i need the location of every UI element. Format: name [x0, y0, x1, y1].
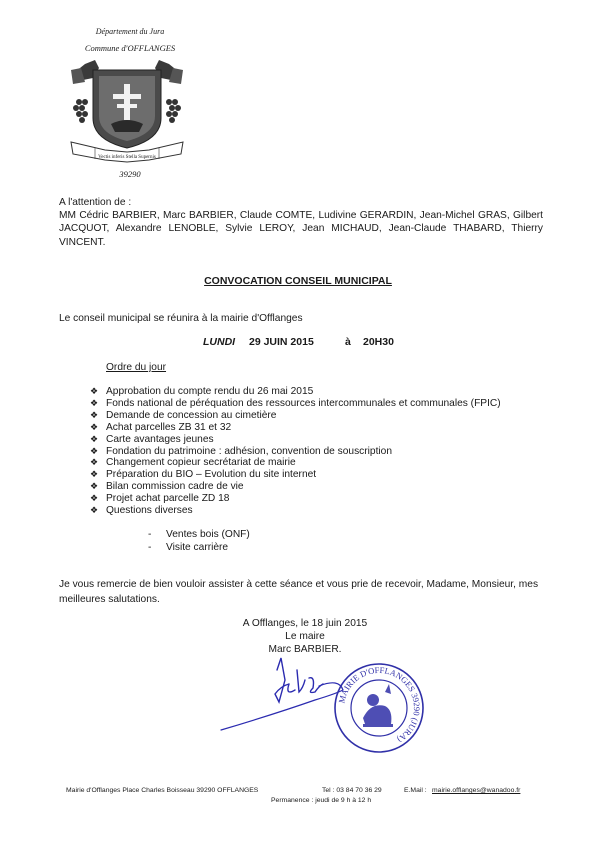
bullet-icon: ❖: [90, 386, 99, 396]
agenda-sub-item: [148, 529, 250, 542]
bullet-icon: ❖: [90, 421, 99, 432]
agenda-item: [90, 410, 501, 422]
agenda-sub-item: [148, 542, 250, 555]
official-stamp: [333, 662, 425, 754]
agenda-item: [90, 434, 501, 446]
bullet-icon: ❖: [90, 445, 99, 456]
agenda-item-text: Carte avantages jeunes: [106, 433, 214, 445]
agenda-item-text: Bilan commission cadre de vie: [106, 481, 244, 493]
bullet-icon: ❖: [90, 505, 99, 516]
meeting-date-value: 29 JUIN 2015: [249, 336, 314, 348]
commune-header: Commune d'OFFLANGES: [84, 43, 176, 53]
svg-text:Vectis inferis Stella Supernis: Vectis inferis Stella Supernis: [98, 155, 156, 160]
agenda-item: [90, 398, 501, 410]
footer-address: Mairie d'Offlanges Place Charles Boisseau 39290 OFFLANGES: [66, 787, 259, 794]
agenda-item-text: Achat parcelles ZB 31 et 32: [106, 421, 232, 433]
footer-email-label: E.Mail :: [404, 787, 427, 794]
closing-text: Je vous remercie de bien vouloir assister à cette séance et vous prie de recevoir, Madame, Monsieur, mes meilleures salutations.: [59, 579, 539, 605]
bullet-icon: ❖: [90, 469, 99, 480]
agenda-item: [90, 505, 501, 517]
bullet-icon: ❖: [90, 433, 99, 444]
footer-hours: Permanence : jeudi de 9 h à 12 h: [271, 797, 372, 804]
agenda-item-text: Fonds national de péréquation des ressources intercommunales et communales (FPIC): [106, 397, 501, 409]
footer-email-link[interactable]: mairie.offlanges@wanadoo.fr: [432, 787, 521, 794]
postal-code: 39290: [119, 169, 141, 179]
agenda-item-text: Questions diverses: [106, 505, 193, 517]
agenda-sub-list: [148, 529, 250, 554]
agenda-item: [90, 481, 501, 493]
agenda-sub-item-text: Visite carrière: [166, 541, 229, 553]
meeting-at: à: [345, 336, 351, 348]
bullet-icon: ❖: [90, 409, 99, 420]
agenda-item: [90, 386, 501, 398]
agenda-item: [90, 493, 501, 505]
meeting-time: 20H30: [363, 336, 394, 348]
agenda-list: [90, 386, 501, 517]
department-header: Département du Jura: [95, 27, 165, 36]
dash-icon: -: [148, 541, 152, 553]
agenda-item: [90, 469, 501, 481]
agenda-item-text: Changement copieur secrétariat de mairie: [106, 457, 296, 469]
dash-icon: -: [148, 529, 152, 540]
agenda-item-text: Approbation du compte rendu du 26 mai 2015: [106, 386, 314, 397]
agenda-item-text: Demande de concession au cimetière: [106, 409, 277, 421]
attention-section: [59, 196, 543, 249]
agenda-title: Ordre du jour: [106, 362, 167, 373]
document-title: [0, 275, 596, 287]
place-date: A Offlanges, le 18 juin 2015: [242, 618, 368, 629]
footer-phone: Tel : 03 84 70 36 29: [322, 787, 382, 794]
agenda-item-text: Fondation du patrimoine : adhésion, convention de souscription: [106, 445, 393, 457]
document-title-text: CONVOCATION CONSEIL MUNICIPAL: [204, 275, 392, 287]
coat-of-arms-crest: [65, 58, 189, 166]
svg-text:MAIRIE D'OFFLANGES 39290 (JURA: MAIRIE D'OFFLANGES 39290 (JURA): [336, 664, 423, 745]
agenda-item: [90, 457, 501, 469]
bullet-icon: ❖: [90, 457, 99, 468]
agenda-item-text: Projet achat parcelle ZD 18: [106, 493, 230, 505]
mayor-name: Marc BARBIER.: [268, 643, 342, 655]
agenda-item: [90, 446, 501, 458]
agenda-item-text: Préparation du BIO – Evolution du site internet: [106, 469, 317, 481]
attention-label: A l'attention de :: [59, 197, 132, 208]
bullet-icon: ❖: [90, 481, 99, 492]
agenda-sub-item-text: Ventes bois (ONF): [166, 529, 250, 540]
meeting-day: LUNDI: [203, 336, 236, 348]
bullet-icon: ❖: [90, 493, 99, 504]
intro-text: Le conseil municipal se réunira à la mairie d'Offlanges: [59, 313, 303, 324]
agenda-item: [90, 422, 501, 434]
mayor-role: Le maire: [285, 630, 325, 642]
recipient-names: MM Cédric BARBIER, Marc BARBIER, Claude COMTE, Ludivine GERARDIN, Jean-Michel GRAS, Gilbert JACQUOT, Alexandre LENOBLE, Sylvie LEROY, Jean MICHAUD, Jean-Claude THABARD, Thierry VINCENT.: [59, 210, 543, 248]
bullet-icon: ❖: [90, 397, 99, 408]
